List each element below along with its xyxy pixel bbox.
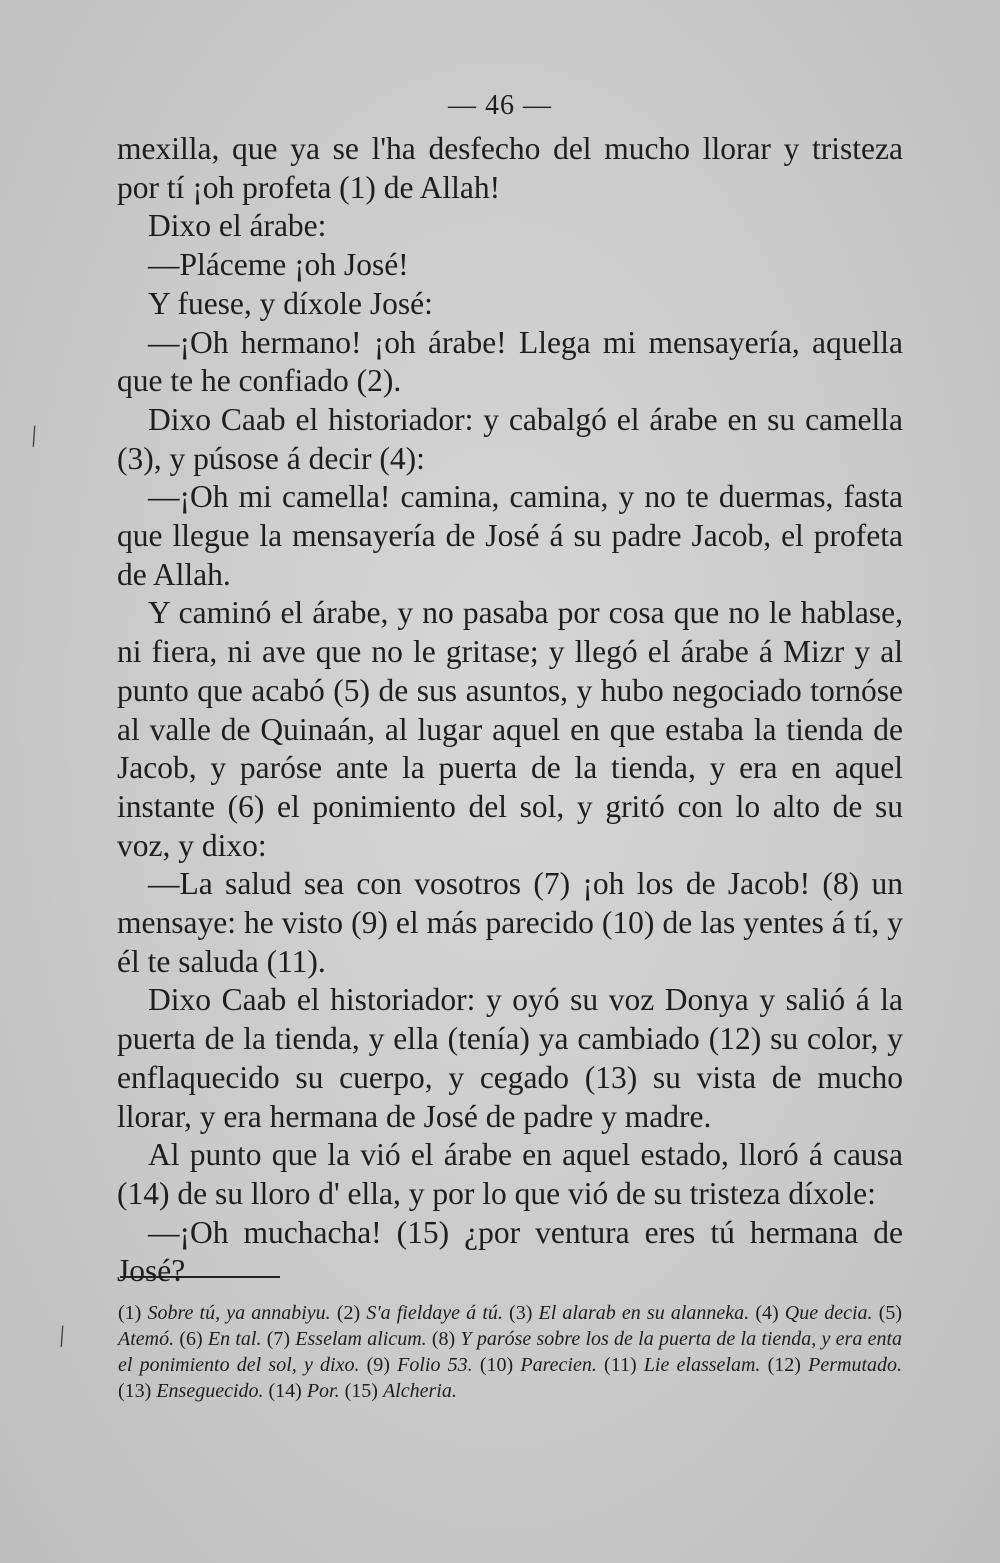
footnote-text: Lie elasselam. xyxy=(643,1354,761,1376)
footnote-number: (9) xyxy=(366,1354,398,1376)
footnote-number: (4) xyxy=(755,1302,785,1324)
footnote-text: Por. xyxy=(306,1380,340,1402)
paragraph: mexilla, que ya se l'ha desfecho del mucho llorar y tristeza por tí ¡oh profeta (1) de Allah! xyxy=(117,131,903,205)
footnote xyxy=(118,1380,264,1402)
body-text xyxy=(117,130,903,1291)
paragraph: —¡Oh mi camella! camina, camina, y no te duermas, fasta que llegue la mensayería de José á su padre Jacob, el profeta de Allah. xyxy=(117,479,903,592)
paragraph: —Pláceme ¡oh José! xyxy=(148,247,409,283)
footnote-text: Que decia. xyxy=(784,1302,873,1324)
paragraph: Y caminó el árabe, y no pasaba por cosa que no le hablase, ni fiera, ni ave que no le gritase; y llegó el árabe á Mizr y al punto que acabó (5) de sus asuntos, y hubo negociado tornóse al valle de Quinaán, al lugar aquel en que estaba la tienda de Jacob, y paróse ante la puerta de la tienda, y era en aquel instante (6) el ponimiento del sol, y gritó con lo alto de su voz, y dixo: xyxy=(117,595,903,863)
paragraph: Dixo Caab el historiador: y oyó su voz Donya y salió á la puerta de la tienda, y ella (tenía) ya cambiado (12) su color, y enflaquecido su cuerpo, y cegado (13) su vista de mucho llorar, y era hermana de José de padre y madre. xyxy=(117,982,903,1134)
footnote-number: (13) xyxy=(118,1380,157,1402)
footnote-text: Alcheria. xyxy=(382,1380,457,1402)
footnote-text: Atemó. xyxy=(118,1328,175,1350)
footnote-number: (12) xyxy=(767,1354,809,1376)
footnote-text: Y paróse sobre los de la puerta de la tienda, y era enta el ponimiento del sol, y dixo. xyxy=(118,1328,903,1376)
footnote xyxy=(480,1354,597,1376)
footnote xyxy=(118,1302,331,1324)
footnote-text: Sobre tú, ya annabiyu. xyxy=(147,1302,331,1324)
paragraph: —La salud sea con vosotros (7) ¡oh los de Jacob! (8) un mensaye: he visto (9) el más parecido (10) de las yentes á tí, y él te saluda (11). xyxy=(117,866,903,979)
paragraph: —¡Oh hermano! ¡oh árabe! Llega mi mensayería, aquella que te he confiado (2). xyxy=(117,324,903,399)
footnote-number: (10) xyxy=(479,1354,521,1376)
footnote-number: (11) xyxy=(604,1354,644,1376)
footnote-number: (6) xyxy=(179,1328,208,1350)
footnote-number: (14) xyxy=(268,1380,307,1402)
footnote-text: Folio 53. xyxy=(397,1354,473,1376)
footnote-text: Permutado. xyxy=(808,1354,903,1376)
footnote xyxy=(269,1380,340,1402)
footnote-number: (2) xyxy=(336,1302,367,1324)
paragraph: Al punto que la vió el árabe en aquel estado, lloró á causa (14) de su lloro d' ella, y por lo que vió de su tristeza díxole: xyxy=(117,1137,903,1211)
footnote xyxy=(267,1328,427,1350)
footnote xyxy=(345,1380,457,1402)
footnotes xyxy=(118,1300,902,1404)
footnote xyxy=(768,1354,902,1376)
footnote xyxy=(604,1354,760,1376)
footnote xyxy=(367,1354,473,1376)
paragraph: Dixo el árabe: xyxy=(148,208,327,244)
footnote-number: (7) xyxy=(266,1328,296,1350)
margin-mark: / xyxy=(25,419,43,454)
footnote-number: (15) xyxy=(344,1380,383,1402)
footnote xyxy=(509,1302,749,1324)
footnote-number: (3) xyxy=(509,1302,539,1324)
paragraph: Dixo Caab el historiador: y cabalgó el árabe en su camella (3), y púsose á decir (4): xyxy=(117,401,903,476)
paragraph: —¡Oh muchacha! (15) ¿por ventura eres tú hermana de José? xyxy=(117,1214,903,1289)
page-number: — 46 — xyxy=(448,90,552,121)
footnote xyxy=(755,1302,872,1324)
footnote-text: El alarab en su alanneka. xyxy=(538,1302,750,1324)
footnote xyxy=(337,1302,503,1324)
footnote-text: Esselam alicum. xyxy=(295,1328,427,1350)
footnote xyxy=(179,1328,261,1350)
footnote-text: En tal. xyxy=(207,1328,262,1350)
footnote-number: (5) xyxy=(878,1302,903,1324)
footnote-text: Parecien. xyxy=(520,1354,597,1376)
footnote-number: (8) xyxy=(431,1328,461,1350)
footnote-text: Enseguecido. xyxy=(156,1380,264,1402)
footnote-number: (1) xyxy=(118,1302,148,1324)
footnote-text: S'a fieldaye á tú. xyxy=(366,1302,503,1324)
footnote-separator xyxy=(120,1276,280,1278)
paragraph: Y fuese, y díxole José: xyxy=(148,285,433,321)
margin-mark: / xyxy=(53,1319,71,1354)
